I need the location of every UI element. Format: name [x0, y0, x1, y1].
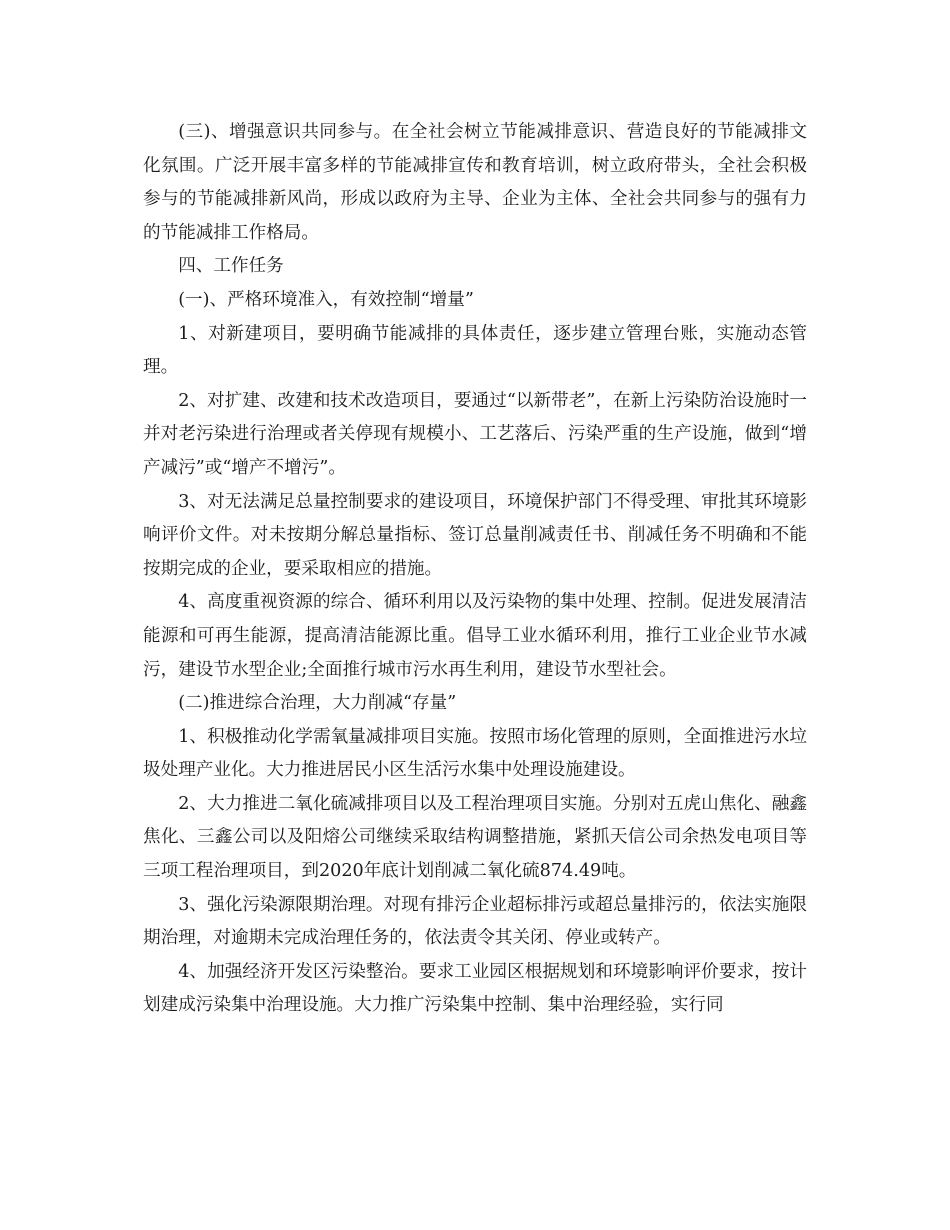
- subsection-heading: (二)推进综合治理，大力削减“存量”: [178, 693, 457, 714]
- paragraph: 3、强化污染源限期治理。对现有排污企业超标排污或超总量排污的，依法实施限期治理，对逾期未完成治理任务的，依法责令其关闭、停业或转产。: [143, 894, 807, 949]
- paragraph: 2、对扩建、改建和技术改造项目，要通过“以新带老”，在新上污染防治设施时一并对老污染进行治理或者关停现有规模小、工艺落后、污染严重的生产设施，做到“增产减污”或“增产不增污”。: [143, 390, 807, 478]
- paragraph: 4、加强经济开发区污染整治。要求工业园区根据规划和环境影响评价要求，按计划建成污染集中治理设施。大力推广污染集中控制、集中治理经验，实行同: [143, 961, 807, 1016]
- paragraph: 2、大力推进二氧化硫减排项目以及工程治理项目实施。分别对五虎山焦化、融鑫焦化、三鑫公司以及阳熔公司继续采取结构调整措施，紧抓天信公司余热发电项目等三项工程治理项目，到2020年底计划削减二氧化硫874.49吨。: [143, 793, 807, 882]
- document-body: [143, 116, 807, 1023]
- paragraph: 1、对新建项目，要明确节能减排的具体责任，逐步建立管理台账，实施动态管理。: [143, 323, 807, 378]
- section-heading: 四、工作任务: [178, 256, 284, 277]
- subsection-heading: (一)、严格环境准入，有效控制“增量”: [178, 289, 474, 310]
- paragraph: 1、积极推动化学需氧量减排项目实施。按照市场化管理的原则，全面推进污水垃圾处理产业化。大力推进居民小区生活污水集中处理设施建设。: [143, 726, 807, 781]
- paragraph: (三)、增强意识共同参与。在全社会树立节能减排意识、营造良好的节能减排文化氛围。广泛开展丰富多样的节能减排宣传和教育培训，树立政府带头，全社会积极参与的节能减排新风尚，形成以政府为主导、企业为主体、全社会共同参与的强有力的节能减排工作格局。: [143, 122, 807, 243]
- paragraph: 4、高度重视资源的综合、循环利用以及污染物的集中处理、控制。促进发展清洁能源和可再生能源，提高清洁能源比重。倡导工业水循环利用，推行工业企业节水减污，建设节水型企业;全面推行城市污水再生利用，建设节水型社会。: [143, 592, 807, 680]
- paragraph: 3、对无法满足总量控制要求的建设项目，环境保护部门不得受理、审批其环境影响评价文件。对未按期分解总量指标、签订总量削减责任书、削减任务不明确和不能按期完成的企业，要采取相应的措施。: [143, 491, 807, 579]
